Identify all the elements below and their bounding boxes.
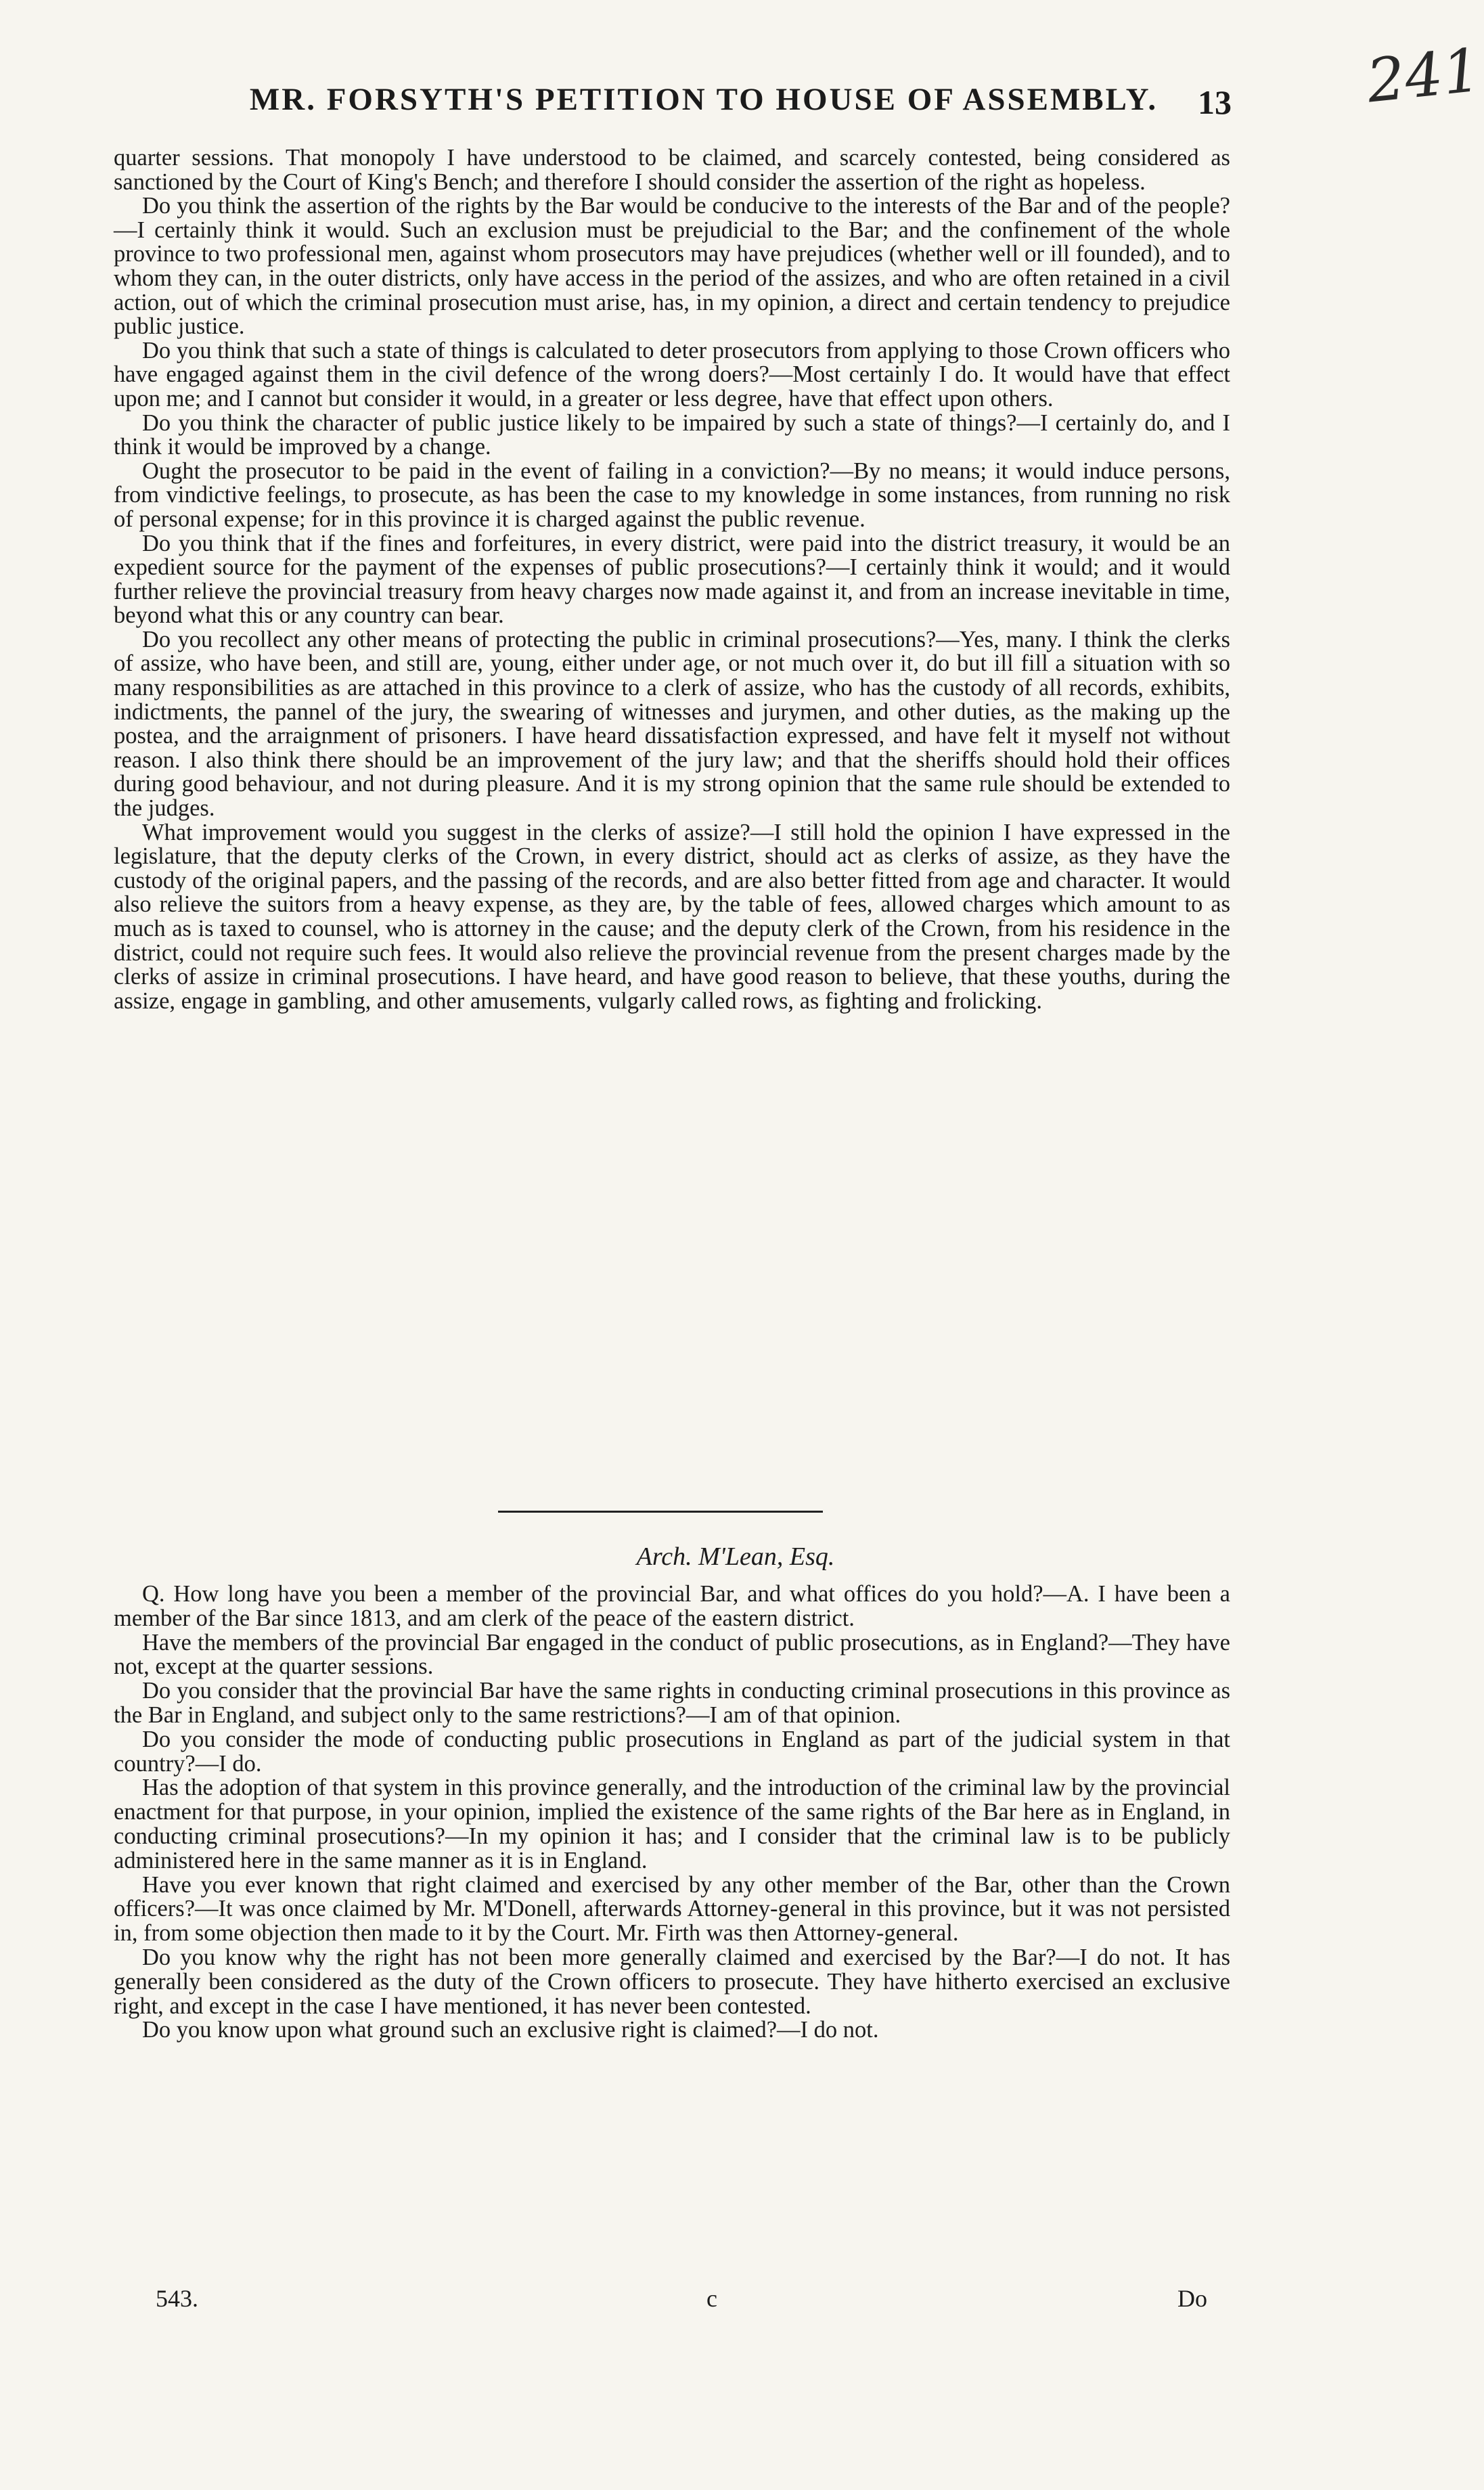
paragraph: Do you know why the right has not been more generally claimed and exercised by the Bar?—I do not. It has generally been considered as the duty of the Crown officers to prosecute. They have hitherto exercised an exclusive right, and except in the case I have mentioned, it has never been contested. — [114, 1944, 1230, 2019]
paragraph: Do you think that such a state of things is calculated to deter prosecutors from applying to those Crown officers who have engaged against them in the civil defence of the wrong doers?—Most certainly I do. It would have that effect upon me; and I cannot but consider it would, in a greater or less degree, have that effect upon others. — [114, 337, 1230, 412]
paragraph: Have the members of the provincial Bar engaged in the conduct of public prosecutions, as in England?—They have not, except at the quarter sessions. — [114, 1629, 1230, 1680]
paragraph: Do you consider that the provincial Bar have the same rights in conducting criminal prosecutions in this province as the Bar in England, and subject only to the same restrictions?—I am of that opinion. — [114, 1678, 1230, 1728]
paragraph: Q. How long have you been a member of the provincial Bar, and what offices do you hold?—A. I have been a member of the Bar since 1813, and am clerk of the peace of the eastern district. — [114, 1581, 1230, 1631]
footer-signature: 543. — [156, 2285, 198, 2312]
section-divider — [498, 1511, 823, 1513]
paragraph: Do you consider the mode of conducting public prosecutions in England as part of the judicial system in that country?—I do. — [114, 1726, 1230, 1777]
handwritten-folio-number: 241 — [1364, 35, 1484, 116]
paragraph: What improvement would you suggest in the clerks of assize?—I still hold the opinion I have expressed in the legislature, that the deputy clerks of the Crown, in every district, should act as clerks of assize, as they have the custody of the original papers, and the passing of the records, and are also better fitted from age and character. It would also relieve the suitors from a heavy expense, as they are, by the table of fees, allowed charges which amount to as much as is taxed to counsel, who is attorney in the cause; and the deputy clerk of the Crown, from his residence in the district, could not require such fees. It would also relieve the provincial revenue from the present charges made by the clerks of assize in criminal prosecutions. I have heard, and have good reason to believe, that these youths, during the assize, engage in gambling, and other amusements, vulgarly called rows, as fighting and frolicking. — [114, 819, 1230, 1014]
paragraph: Do you know upon what ground such an exclusive right is claimed?—I do not. — [142, 2017, 879, 2043]
catchword: Do — [1177, 2285, 1207, 2312]
paragraph: Ought the prosecutor to be paid in the event of failing in a conviction?—By no means; it would induce persons, from vindictive feelings, to prosecute, as has been the case to my knowledge in some instances, from running no risk of personal expense; for in this province it is charged against the public revenue. — [114, 458, 1230, 532]
paragraph: quarter sessions. That monopoly I have understood to be claimed, and scarcely contested, being considered as sanctioned by the Court of King's Bench; and therefore I should consider the assertion of the right as hopeless. — [114, 145, 1230, 195]
running-head: MR. FORSYTH'S PETITION TO HOUSE OF ASSEMBLY. — [249, 82, 1159, 117]
testimony-section-2 — [114, 1582, 1230, 2043]
testimony-section-1 — [114, 146, 1230, 1013]
paragraph: Do you think the assertion of the rights by the Bar would be conducive to the interests of the Bar and of the people?—I certainly think it would. Such an exclusion must be prejudicial to the Bar; and the confinement of the whole province to two professional men, against whom prosecutors may have prejudices (whether well or ill founded), and to whom they can, in the outer districts, only have access in the period of the assizes, and who are often retained in a civil action, out of which the criminal prosecution must arise, has, in my opinion, a direct and certain tendency to prejudice public justice. — [114, 193, 1230, 340]
paragraph: Has the adoption of that system in this province generally, and the introduction of the criminal law by the provincial enactment for that purpose, in your opinion, implied the existence of the same rights of the Bar here as in England, in conducting criminal prosecutions?—In my opinion it has; and I consider that the criminal law is to be publicly administered here in the same manner as it is in England. — [114, 1775, 1230, 1873]
footer-signature-mark: c — [706, 2285, 717, 2312]
paragraph: Do you recollect any other means of protecting the public in criminal prosecutions?—Yes, many. I think the clerks of assize, who have been, and still are, young, either under age, or not much over it, do but ill fill a situation with so many responsibilities as are attached in this province to a clerk of assize, who has the custody of all records, exhibits, indictments, the pannel of the jury, the swearing of witnesses and jurymen, and other duties, as the making up the postea, and the arraignment of prisoners. I have heard dissatisfaction expressed, and have felt it myself not without reason. I also think there should be an improvement of the jury law; and that the sheriffs should hold their offices during good behaviour, and not during pleasure. And it is my strong opinion that the same rule should be extended to the judges. — [114, 626, 1230, 822]
paragraph: Have you ever known that right claimed and exercised by any other member of the Bar, other than the Crown officers?—It was once claimed by Mr. M'Donell, afterwards Attorney-general in this province, but it was not persisted in, from some objection then made to it by the Court. Mr. Firth was then Attorney-general. — [114, 1871, 1230, 1947]
witness-heading: Arch. M'Lean, Esq. — [636, 1542, 835, 1571]
page-number: 13 — [1198, 83, 1232, 121]
paragraph: Do you think the character of public justice likely to be impaired by such a state of things?—I certainly do, and I think it would be improved by a change. — [114, 409, 1230, 460]
paragraph: Do you think that if the fines and forfeitures, in every district, were paid into the district treasury, it would be an expedient source for the payment of the expenses of public prosecutions?—I certainly think it would; and it would further relieve the provincial treasury from heavy charges now made against it, and from an increase inevitable in time, beyond what this or any country can bear. — [114, 530, 1230, 629]
